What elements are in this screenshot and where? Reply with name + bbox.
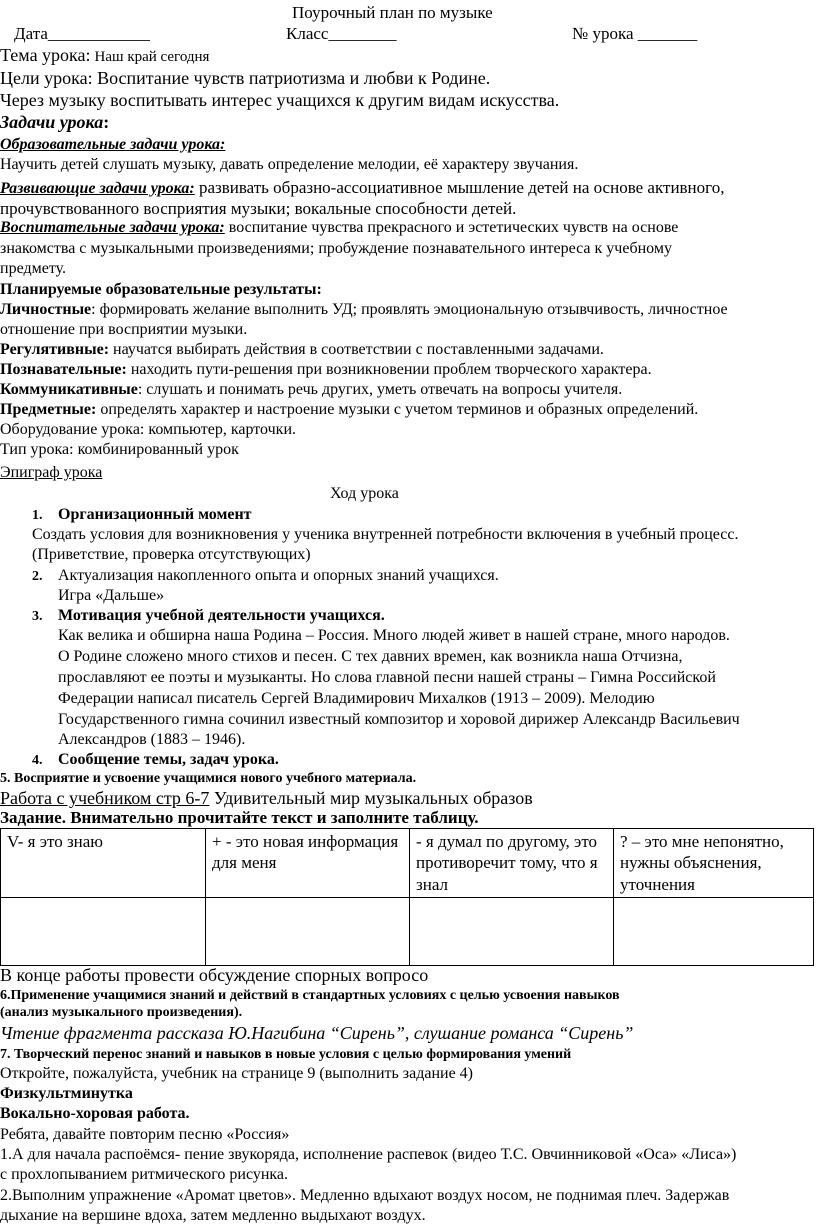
lesson-type-line: Тип урока: комбинированный урок [0, 441, 239, 458]
reading-line: Чтение фрагмента рассказа Ю.Нагибина “Сирень”, слушание романса “Сирень” [0, 1023, 634, 1043]
results-cognitive [0, 361, 652, 379]
dev-tasks-label: Развивающие задачи урока: [0, 180, 195, 197]
results-communicative-text: : слушать и понимать речь других, уметь отвечать на вопросы учителя. [137, 381, 623, 398]
results-heading: Планируемые образовательные результаты: [0, 281, 322, 298]
work-text: Удивительный мир музыкальных образов [209, 788, 533, 808]
results-communicative-label: Коммуникативные [0, 381, 138, 398]
step-3-title: Мотивация учебной деятельности учащихся. [58, 607, 385, 624]
step-6-title-line-1: 6.Применение учащимися знаний и действий в стандартных условиях с целью усвоения навыков [0, 988, 620, 1003]
results-communicative [0, 381, 622, 399]
table-header-cell: - я думал по другому, это противоречит тому, что я знал [410, 829, 614, 898]
table-row [1, 897, 814, 965]
topic-label: Тема урока: [0, 45, 91, 65]
table-header-cell: ? – это мне непонятно, нужны объяснения, уточнения [614, 829, 814, 898]
results-personal-line-1 [0, 301, 728, 319]
upb-tasks-text-1: воспитание чувства прекрасного и эстетических чувств на основе [224, 219, 679, 236]
table-cell [206, 897, 410, 965]
knowledge-table [0, 828, 814, 966]
step-1-title-line [32, 506, 252, 524]
discussion-line: В конце работы провести обсуждение спорных вопросо [0, 965, 429, 985]
step-4-title-line [32, 751, 279, 769]
results-personal-text-2: отношение при восприятии музыки. [0, 321, 248, 338]
vocal-work-heading: Вокально-хоровая работа. [0, 1105, 190, 1122]
edu-tasks-label: Образовательные задачи урока: [0, 136, 226, 153]
results-regulative-label: Регулятивные: [0, 341, 110, 358]
step-7-title: 7. Творческий перенос знаний и навыков в новые условия с целью формирования умений [0, 1047, 572, 1062]
results-personal-label: Личностные [0, 301, 92, 318]
upb-tasks-text-3: предмету. [0, 260, 66, 277]
step-3-text-6: Александров (1883 – 1946). [58, 731, 246, 748]
table-header-cell: + - это новая информация для меня [206, 829, 410, 898]
results-regulative [0, 341, 604, 359]
goals-line-1: Цели урока: Воспитание чувств патриотизма и любви к Родине. [0, 68, 491, 88]
upb-tasks-text-2: знакомства с музыкальными произведениями; пробуждение познавательного интереса к учебному [0, 240, 672, 257]
upb-tasks-line-1 [0, 219, 678, 237]
step-2-title-line [32, 567, 499, 585]
results-cognitive-text: находить пути-решения при возникновении проблем творческого характера. [126, 361, 652, 378]
step-6-title-line-2: (анализ музыкального произведения). [0, 1005, 243, 1020]
work-line [0, 788, 533, 809]
step-4-number: 4. [32, 753, 43, 768]
results-subject [0, 401, 698, 419]
step-1-text-1: Создать условия для возникновения у ученика внутренней потребности включения в учебный процесс. [32, 526, 739, 543]
dev-tasks-line-1 [0, 178, 724, 198]
repeat-song-line: Ребята, давайте повторим песню «Россия» [0, 1126, 290, 1143]
step-7-text: Откройте, пожалуйста, учебник на странице 9 (выполнить задание 4) [0, 1065, 474, 1082]
step-3-text-1: Как велика и обширна наша Родина – Россия. Много людей живет в нашей стране, много народов. [58, 627, 730, 644]
table-header-cell: V- я это знаю [1, 829, 206, 898]
course-heading: Ход урока [330, 485, 399, 502]
exercise-2-line-2: дыхание на вершине вдоха, затем медленно выдыхают воздух. [0, 1207, 426, 1224]
results-subject-label: Предметные: [0, 401, 97, 418]
assignment-line: Задание. Внимательно прочитайте текст и заполните таблицу. [0, 808, 479, 827]
step-2-text: Игра «Дальше» [58, 587, 165, 604]
topic-value: Наш край сегодня [94, 49, 210, 65]
step-3-text-2: О Родине сложено много стихов и песен. С тех давних времен, как возникла наша Отчизна, [58, 648, 683, 665]
table-header-row [1, 829, 814, 898]
tasks-heading-colon: : [103, 112, 110, 132]
step-4-title: Сообщение темы, задач урока. [58, 751, 279, 768]
step-3-text-3: прославляют ее поэты и музыканты. Но слова главной песни нашей страны – Гимна Российской [58, 669, 716, 686]
step-3-number: 3. [32, 609, 43, 624]
table-cell [410, 897, 614, 965]
step-5-title: 5. Восприятие и усвоение учащимися нового учебного материала. [0, 771, 417, 786]
dev-tasks-text-2: прочувствованного восприятия музыки; вокальные способности детей. [0, 199, 517, 218]
epigraph-line: Эпиграф урока [0, 464, 103, 481]
exercise-1-line-2: с прохлопыванием ритмического рисунка. [0, 1166, 289, 1183]
tasks-heading-text: Задачи урока [0, 112, 104, 132]
topic-line [0, 45, 209, 66]
fizminutka-heading: Физкультминутка [0, 1085, 133, 1102]
exercise-2-line-1: 2.Выполним упражнение «Аромат цветов». Медленно вдыхают воздух носом, не поднимая плеч. Задержав [0, 1187, 730, 1204]
step-3-text-5: Государственного гимна сочинил известный композитор и хоровой дирижер Александр Васильевич [58, 711, 740, 728]
step-3-title-line [32, 607, 385, 625]
table-cell [614, 897, 814, 965]
equipment-line: Оборудование урока: компьютер, карточки. [0, 421, 297, 438]
tasks-heading [0, 112, 109, 133]
step-2-number: 2. [32, 569, 43, 584]
date-field: Дата____________ [14, 24, 150, 43]
results-subject-text: определять характер и настроение музыки с учетом терминов и образных определений. [96, 401, 699, 418]
results-cognitive-label: Познавательные: [0, 361, 127, 378]
step-1-text-2: (Приветствие, проверка отсутствующих) [32, 546, 311, 563]
textbook-link: Работа с учебником стр 6-7 [0, 788, 210, 808]
table-cell [1, 897, 206, 965]
goals-line-2: Через музыку воспитывать интерес учащихся к другим видам искусства. [0, 90, 560, 110]
step-3-text-4: Федерации написал писатель Сергей Владимирович Михалков (1913 – 2009). Мелодию [58, 690, 655, 707]
edu-tasks-text: Научить детей слушать музыку, давать определение мелодии, её характеру звучания. [0, 156, 579, 173]
step-2-title: Актуализация накопленного опыта и опорных знаний учащихся. [58, 567, 499, 584]
step-1-title: Организационный момент [58, 506, 252, 523]
lesson-number-field: № урока _______ [572, 24, 698, 43]
results-regulative-text: научатся выбирать действия в соответствии с поставленными задачами. [109, 341, 604, 358]
exercise-1-line-1: 1.А для начала распоёмся- пение звукоряда, исполнение распевок (видео Т.С. Овчинниковой «Оса» «Лиса») [0, 1146, 737, 1163]
step-1-number: 1. [32, 508, 43, 523]
dev-tasks-text-1: развивать образно-ассоциативное мышление детей на основе активного, [194, 178, 725, 197]
upb-tasks-label: Воспитательные задачи урока: [0, 219, 225, 236]
results-personal-text-1: : формировать желание выполнить УД; проявлять эмоциональную отзывчивость, личностное [91, 301, 728, 318]
class-field: Класс________ [286, 24, 397, 43]
page-title: Поурочный план по музыке [292, 3, 493, 22]
